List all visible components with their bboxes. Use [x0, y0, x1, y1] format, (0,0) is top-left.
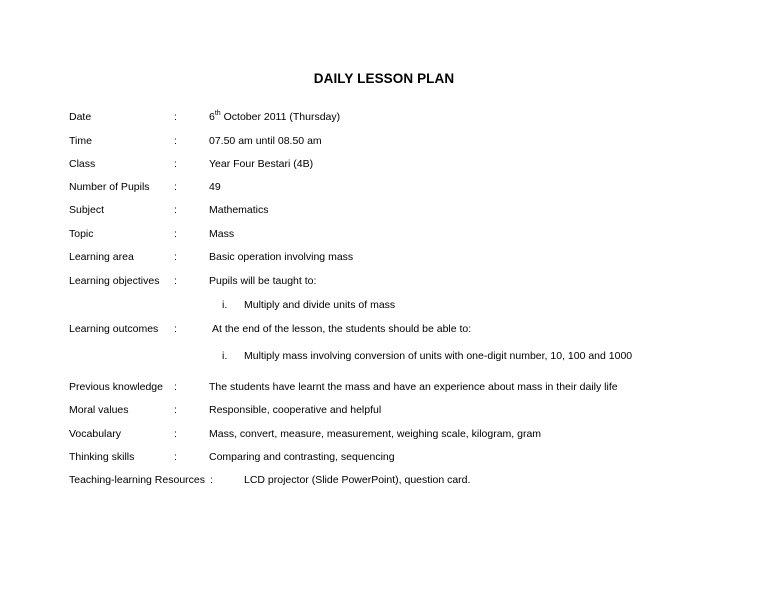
subject-value: Mathematics	[209, 204, 269, 216]
time-value: 07.50 am until 08.50 am	[209, 135, 322, 147]
learning-objectives-value: Pupils will be taught to:	[209, 275, 317, 287]
subject-label: Subject	[69, 204, 105, 216]
moral-values-value: Responsible, cooperative and helpful	[209, 404, 382, 416]
learning-outcomes-colon: :	[174, 323, 177, 335]
learning-area-colon: :	[174, 251, 177, 263]
subject-colon: :	[174, 204, 177, 216]
learning-objectives-item-number: i.	[222, 299, 228, 311]
resources-label: Teaching-learning Resources	[69, 474, 205, 486]
learning-outcomes-item-text: Multiply mass involving conversion of units with one-digit number, 10, 100 and 1000	[244, 350, 633, 362]
resources-colon: :	[210, 474, 213, 486]
thinking-skills-value: Comparing and contrasting, sequencing	[209, 451, 395, 463]
document-title-text: DAILY LESSON PLAN	[313, 71, 455, 86]
learning-objectives-item-text: Multiply and divide units of mass	[244, 299, 396, 311]
moral-values-label: Moral values	[69, 404, 129, 416]
vocabulary-colon: :	[174, 428, 177, 440]
previous-knowledge-colon: :	[174, 381, 177, 393]
learning-outcomes-value: At the end of the lesson, the students should be able to:	[212, 323, 472, 335]
thinking-skills-colon: :	[174, 451, 177, 463]
date-value	[209, 110, 340, 124]
learning-objectives-colon: :	[174, 275, 177, 287]
vocabulary-value: Mass, convert, measure, measurement, weighing scale, kilogram, gram	[209, 428, 542, 440]
resources-value: LCD projector (Slide PowerPoint), question card.	[244, 474, 471, 486]
pupils-colon: :	[174, 181, 177, 193]
time-colon: :	[174, 135, 177, 147]
learning-outcomes-label: Learning outcomes	[69, 323, 159, 335]
topic-label: Topic	[69, 228, 94, 240]
thinking-skills-label: Thinking skills	[69, 451, 135, 463]
class-label: Class	[69, 158, 96, 170]
date-label: Date	[69, 111, 92, 123]
date-rest: October 2011 (Thursday)	[220, 111, 341, 123]
time-label: Time	[69, 135, 92, 147]
pupils-label: Number of Pupils	[69, 181, 150, 193]
document-title	[0, 71, 768, 86]
previous-knowledge-value: The students have learnt the mass and have an experience about mass in their daily life	[209, 381, 618, 393]
learning-area-label: Learning area	[69, 251, 134, 263]
class-value: Year Four Bestari (4B)	[209, 158, 314, 170]
previous-knowledge-label: Previous knowledge	[69, 381, 163, 393]
class-colon: :	[174, 158, 177, 170]
pupils-value: 49	[209, 181, 221, 193]
learning-outcomes-item-number: i.	[222, 350, 228, 362]
topic-value: Mass	[209, 228, 235, 240]
date-day-suffix: th	[214, 109, 221, 117]
vocabulary-label: Vocabulary	[69, 428, 121, 440]
learning-objectives-label: Learning objectives	[69, 275, 160, 287]
learning-area-value: Basic operation involving mass	[209, 251, 354, 263]
date-colon: :	[174, 111, 177, 123]
date-day: 6	[209, 111, 215, 123]
topic-colon: :	[174, 228, 177, 240]
moral-values-colon: :	[174, 404, 177, 416]
